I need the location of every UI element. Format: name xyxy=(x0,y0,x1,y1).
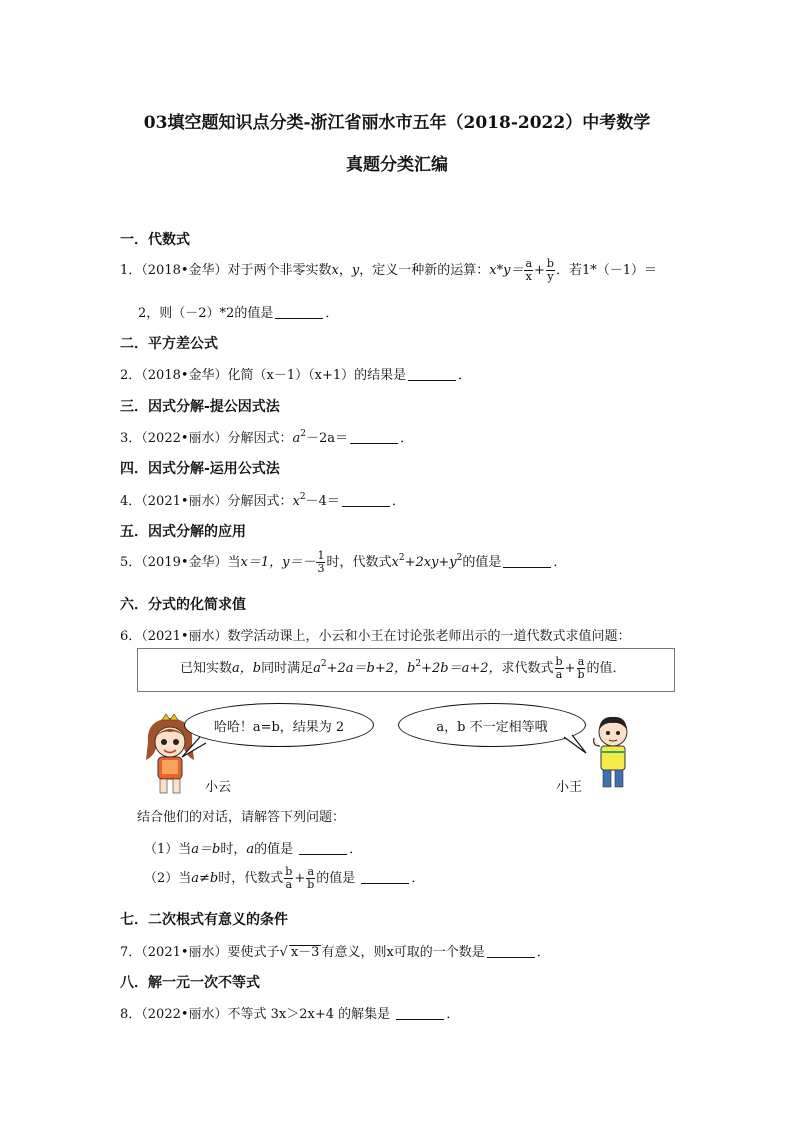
answer-blank xyxy=(396,1006,444,1020)
section-heading-1: 一．代数式 xyxy=(120,232,190,248)
answer-blank xyxy=(487,944,535,958)
speaker-name-right: 小王 xyxy=(556,780,583,795)
answer-blank xyxy=(503,554,551,568)
section-heading-7: 七．二次根式有意义的条件 xyxy=(120,912,288,928)
section-heading-4: 四．因式分解-运用公式法 xyxy=(120,461,280,477)
question-3: 3．（2022•丽水）分解因式：$a^2-2a=$ ． xyxy=(120,429,414,446)
speech-bubble-right: a，b 不一定相等哦 xyxy=(398,703,586,747)
answer-blank xyxy=(408,367,456,381)
section-heading-3: 三．因式分解-提公因式法 xyxy=(120,399,280,415)
fraction-one-third: $\frac{1}{3}$ xyxy=(317,549,325,575)
bubble-tail-right xyxy=(560,733,590,757)
problem-box-text: 已知实数a，b同时满足$a^2+2a=b+2$，$b^2+2b=a+2$，求代数式 $\frac{b}{a}$ + $\frac{a}{b}$ 的值． xyxy=(180,655,626,681)
fraction-a-over-x: $\frac{a}{x}$ xyxy=(525,257,533,283)
square-root-expression: x－3 xyxy=(290,945,320,960)
question-7: 7．（2021•丽水）要使式子√ x－3 有意义，则x可取的一个数是 ． xyxy=(120,945,550,960)
page-title-line2: 真题分类汇编 xyxy=(346,155,448,175)
question-6-instruction: 结合他们的对话，请解答下列问题： xyxy=(137,810,346,825)
answer-blank xyxy=(299,841,347,855)
question-6-intro: 6．（2021•丽水）数学活动课上，小云和小王在讨论张老师出示的一道代数式求值问题： xyxy=(120,629,631,644)
page-title-line1: 03填空题知识点分类-浙江省丽水市五年（2018-2022）中考数学 xyxy=(143,113,651,133)
bubble-tail-left xyxy=(178,735,208,760)
question-6-part1: （1）当a＝b时，a的值是 ． xyxy=(144,842,363,857)
answer-blank xyxy=(342,493,390,507)
section-heading-6: 六．分式的化简求值 xyxy=(120,597,246,613)
question-8: 8．（2022•丽水）不等式 3x＞2x+4 的解集是 ． xyxy=(120,1007,460,1022)
section-heading-2: 二．平方差公式 xyxy=(120,336,218,352)
speech-bubble-left: 哈哈！a=b，结果为 2 xyxy=(184,703,374,747)
speaker-name-left: 小云 xyxy=(205,780,232,795)
question-6-part2: （2）当a≠b时，代数式 $\frac{b}{a}$ + $\frac{a}{b}$ 的值是 ． xyxy=(144,865,425,891)
answer-blank xyxy=(275,305,323,319)
answer-blank xyxy=(361,870,409,884)
section-heading-8: 八．解一元一次不等式 xyxy=(120,975,260,991)
boy-illustration xyxy=(588,712,638,790)
fraction-b-over-y: $\frac{b}{y}$ xyxy=(546,257,554,283)
question-1-line1: 1．（2018•金华）对于两个非零实数x，y，定义一种新的运算：x*y＝ $\frac{a}{x}$ + $\frac{b}{y}$ ．若1*（－1）＝ xyxy=(120,257,658,283)
section-heading-5: 五．因式分解的应用 xyxy=(120,524,246,540)
question-2: 2．（2018•金华）化简（x－1）（x+1）的结果是 ． xyxy=(120,368,472,383)
question-1-line2: 2，则（－2）*2的值是 ． xyxy=(138,306,339,321)
answer-blank xyxy=(350,430,398,444)
question-4: 4．（2021•丽水）分解因式：$x^2-4=$ ． xyxy=(120,492,405,509)
question-5: 5．（2019•金华）当x＝1，y＝－ $\frac{1}{3}$ 时，代数式$x^2+2xy+y^2$的值是 ． xyxy=(120,549,567,575)
